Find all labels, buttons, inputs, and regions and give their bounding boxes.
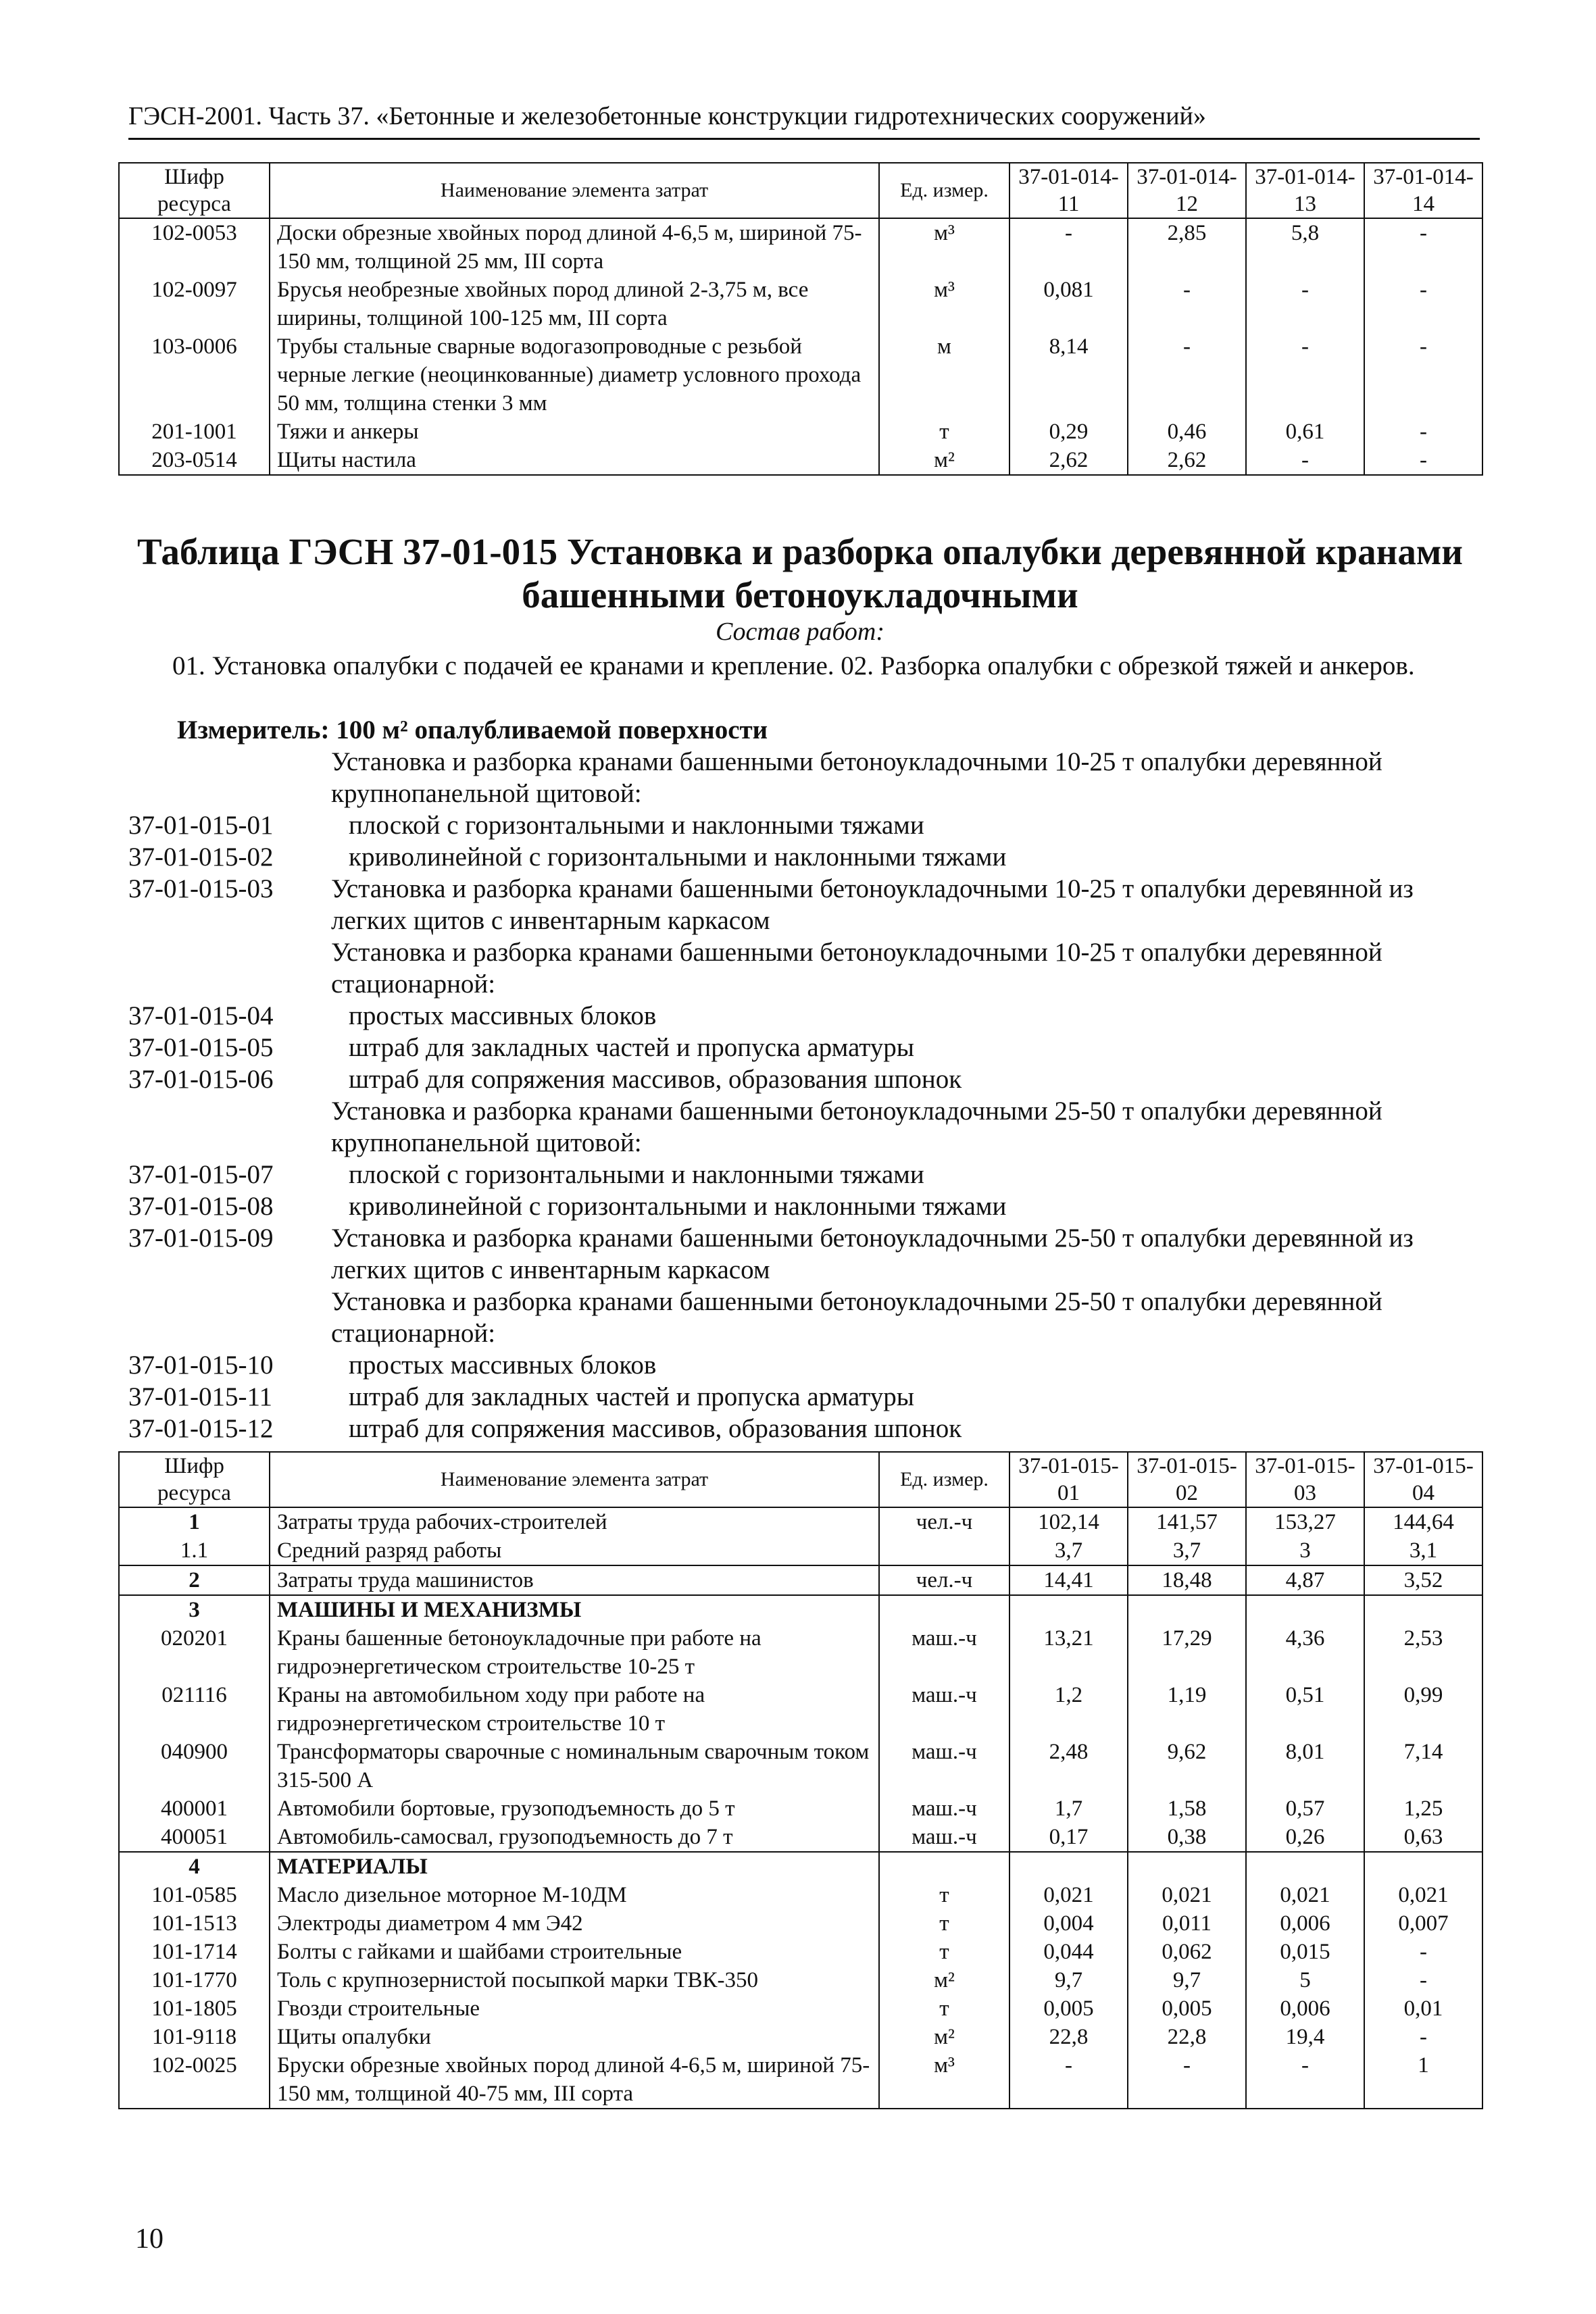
norm-value — [1246, 1852, 1364, 1881]
resource-code: 103-0006 — [119, 332, 270, 418]
norm-value: 1,25 — [1364, 1794, 1482, 1823]
resource-unit: маш.-ч — [879, 1794, 1009, 1823]
norm-value: 141,57 — [1128, 1507, 1246, 1536]
norm-code: 37-01-015-05 — [128, 1033, 274, 1062]
norm-value: - — [1364, 1938, 1482, 1966]
norm-value: 0,63 — [1364, 1823, 1482, 1852]
section-heading: МАШИНЫ И МЕХАНИЗМЫ — [270, 1595, 879, 1624]
resource-code: 040900 — [119, 1738, 270, 1794]
section-heading: МАТЕРИАЛЫ — [270, 1852, 879, 1881]
norm-description: Установка и разборка кранами башенными бетоноукладочными 25-50 т опалубки деревянной из легких щитов с инвентарным каркасом — [331, 1224, 1414, 1284]
col-header-norm: 37-01-014-11 — [1009, 163, 1128, 218]
norm-value: 1,7 — [1009, 1794, 1128, 1823]
resource-code: 102-0053 — [119, 218, 270, 276]
norm-value: - — [1364, 2023, 1482, 2051]
norm-value: 0,021 — [1246, 1881, 1364, 1909]
norm-code: 37-01-015-06 — [128, 1065, 274, 1094]
norm-value: 1,19 — [1128, 1681, 1246, 1738]
resource-unit — [879, 1595, 1009, 1624]
table-row — [119, 332, 1482, 418]
resource-name: Трубы стальные сварные водогазопроводные с резьбой черные легкие (неоцинкованные) диаметр условного прохода 50 мм, толщина стенки 3 мм — [270, 332, 879, 418]
norm-code-list — [128, 746, 1480, 1444]
col-header-code: Шифр ресурса — [119, 163, 270, 218]
resource-code: 203-0514 — [119, 446, 270, 475]
norm-value: 0,61 — [1246, 418, 1364, 446]
table-row — [119, 1738, 1482, 1794]
norm-value: 0,29 — [1009, 418, 1128, 446]
work-composition-text: 01. Установка опалубки с подачей ее кранами и крепление. 02. Разборка опалубки с обрезкой тяжей и анкеров. — [172, 651, 1415, 680]
norm-value: - — [1009, 2051, 1128, 2109]
norm-code: 37-01-015-03 — [128, 874, 274, 903]
col-header-norm: 37-01-015-01 — [1009, 1452, 1128, 1507]
resource-code: 1.1 — [119, 1536, 270, 1565]
norm-value: 0,062 — [1128, 1938, 1246, 1966]
norm-code: 37-01-015-08 — [128, 1192, 274, 1221]
resource-code: 101-0585 — [119, 1881, 270, 1909]
norm-value — [1128, 1852, 1246, 1881]
norm-value: 1 — [1364, 2051, 1482, 2109]
norm-value: - — [1128, 332, 1246, 418]
running-header: ГЭСН-2001. Часть 37. «Бетонные и железобетонные конструкции гидротехнических сооружений» — [128, 101, 1480, 140]
norm-value: 0,021 — [1364, 1881, 1482, 1909]
resource-name: Затраты труда рабочих-строителей — [270, 1507, 879, 1536]
resource-unit: т — [879, 1994, 1009, 2023]
norm-value: 4,36 — [1246, 1624, 1364, 1681]
norm-value: 0,38 — [1128, 1823, 1246, 1852]
norm-value: 17,29 — [1128, 1624, 1246, 1681]
norm-value: 0,011 — [1128, 1909, 1246, 1938]
list-item — [128, 841, 1480, 873]
norm-value: - — [1246, 332, 1364, 418]
table-row — [119, 218, 1482, 276]
norm-value: 0,021 — [1128, 1881, 1246, 1909]
table-row — [119, 2023, 1482, 2051]
resource-name: Средний разряд работы — [270, 1536, 879, 1565]
resource-code: 2 — [119, 1565, 270, 1595]
norm-value: 7,14 — [1364, 1738, 1482, 1794]
norm-description: Установка и разборка кранами башенными бетоноукладочными 10-25 т опалубки деревянной из легких щитов с инвентарным каркасом — [331, 874, 1414, 935]
resource-name: Масло дизельное моторное М-10ДМ — [270, 1881, 879, 1909]
table-row — [119, 1966, 1482, 1994]
table-row — [119, 1536, 1482, 1565]
norm-value: 0,26 — [1246, 1823, 1364, 1852]
norm-value: 0,021 — [1009, 1881, 1128, 1909]
section-row — [119, 1595, 1482, 1624]
col-header-norm: 37-01-014-13 — [1246, 163, 1364, 218]
norm-value: 9,7 — [1128, 1966, 1246, 1994]
table-row — [119, 1881, 1482, 1909]
col-header-norm: 37-01-015-04 — [1364, 1452, 1482, 1507]
norm-value: 18,48 — [1128, 1565, 1246, 1595]
resource-unit: м³ — [879, 218, 1009, 276]
norm-value: 0,004 — [1009, 1909, 1128, 1938]
section-code: 3 — [119, 1595, 270, 1624]
norm-value: 0,081 — [1009, 276, 1128, 332]
resource-name: Трансформаторы сварочные с номинальным сварочным током 315-500 А — [270, 1738, 879, 1794]
list-item — [128, 1159, 1480, 1190]
resource-unit: т — [879, 1909, 1009, 1938]
norm-value: 2,62 — [1009, 446, 1128, 475]
resource-unit: т — [879, 1881, 1009, 1909]
norm-value: - — [1009, 218, 1128, 276]
norm-value: 1,58 — [1128, 1794, 1246, 1823]
norm-value: 0,006 — [1246, 1994, 1364, 2023]
norm-value: 2,48 — [1009, 1738, 1128, 1794]
resource-name: Краны на автомобильном ходу при работе на гидроэнергетическом строительстве 10 т — [270, 1681, 879, 1738]
norm-description: плоской с горизонтальными и наклонными тяжами — [349, 1160, 924, 1189]
resource-code: 101-1513 — [119, 1909, 270, 1938]
list-item — [128, 873, 1480, 936]
resource-name: Толь с крупнозернистой посыпкой марки ТВК-350 — [270, 1966, 879, 1994]
resource-unit: чел.-ч — [879, 1565, 1009, 1595]
resource-name: Бруски обрезные хвойных пород длиной 4-6,5 м, шириной 75-150 мм, толщиной 40-75 мм, III сорта — [270, 2051, 879, 2109]
list-item — [128, 1413, 1480, 1444]
norm-code: 37-01-015-09 — [128, 1224, 274, 1253]
resource-code: 400001 — [119, 1794, 270, 1823]
table-row — [119, 1507, 1482, 1536]
table-row — [119, 1681, 1482, 1738]
norm-value — [1128, 1595, 1246, 1624]
norm-value: 1,2 — [1009, 1681, 1128, 1738]
list-item — [128, 1222, 1480, 1286]
norm-value: 5 — [1246, 1966, 1364, 1994]
norm-value: 0,044 — [1009, 1938, 1128, 1966]
norm-code: 37-01-015-12 — [128, 1414, 274, 1443]
resource-code: 101-9118 — [119, 2023, 270, 2051]
table-row — [119, 1909, 1482, 1938]
resource-code: 102-0097 — [119, 276, 270, 332]
table-row — [119, 1565, 1482, 1595]
norm-value: 0,51 — [1246, 1681, 1364, 1738]
norm-value: - — [1246, 446, 1364, 475]
table-header-row — [119, 163, 1482, 218]
norm-value: 2,53 — [1364, 1624, 1482, 1681]
norm-value: 153,27 — [1246, 1507, 1364, 1536]
norm-value: - — [1128, 2051, 1246, 2109]
resource-unit: м² — [879, 446, 1009, 475]
resource-name: Электроды диаметром 4 мм Э42 — [270, 1909, 879, 1938]
list-item — [128, 809, 1480, 841]
table-row — [119, 1938, 1482, 1966]
resource-name: Краны башенные бетоноукладочные при работе на гидроэнергетическом строительстве 10-25 т — [270, 1624, 879, 1681]
norm-value: 0,005 — [1128, 1994, 1246, 2023]
norm-code: 37-01-015-11 — [128, 1382, 273, 1411]
resource-code: 020201 — [119, 1624, 270, 1681]
norm-value: 22,8 — [1009, 2023, 1128, 2051]
list-item — [128, 1349, 1480, 1381]
norm-value: 0,46 — [1128, 418, 1246, 446]
norm-value — [1009, 1595, 1128, 1624]
norm-value: 8,01 — [1246, 1738, 1364, 1794]
resource-unit: маш.-ч — [879, 1681, 1009, 1738]
table-header-row — [119, 1452, 1482, 1507]
work-composition-title: Состав работ: — [715, 618, 885, 646]
list-item — [128, 1032, 1480, 1063]
col-header-norm: 37-01-015-02 — [1128, 1452, 1246, 1507]
section-code: 4 — [119, 1852, 270, 1881]
norm-code: 37-01-015-02 — [128, 842, 274, 872]
norm-value: 0,007 — [1364, 1909, 1482, 1938]
resource-unit — [879, 1536, 1009, 1565]
norm-value: 13,21 — [1009, 1624, 1128, 1681]
norm-value: 144,64 — [1364, 1507, 1482, 1536]
norm-description: простых массивных блоков — [349, 1351, 657, 1380]
norm-code: 37-01-015-04 — [128, 1001, 274, 1030]
norm-value: 2,62 — [1128, 446, 1246, 475]
norm-value: 3 — [1246, 1536, 1364, 1565]
resource-unit: м² — [879, 1966, 1009, 1994]
norm-description: криволинейной с горизонтальными и наклонными тяжами — [349, 1192, 1007, 1221]
norm-value: 9,7 — [1009, 1966, 1128, 1994]
code-group-heading: Установка и разборка кранами башенными бетоноукладочными 10-25 т опалубки деревянной стационарной: — [331, 938, 1382, 999]
norm-value: 22,8 — [1128, 2023, 1246, 2051]
col-header-norm: 37-01-015-03 — [1246, 1452, 1364, 1507]
norm-value: 3,1 — [1364, 1536, 1482, 1565]
norm-value: - — [1364, 332, 1482, 418]
resource-code: 400051 — [119, 1823, 270, 1852]
table-row — [119, 1994, 1482, 2023]
norm-code: 37-01-015-07 — [128, 1160, 274, 1189]
norm-value — [1009, 1852, 1128, 1881]
list-item — [128, 1063, 1480, 1095]
section-row — [119, 1852, 1482, 1881]
norm-value: 8,14 — [1009, 332, 1128, 418]
norm-description: простых массивных блоков — [349, 1001, 657, 1030]
meter-value: 100 м² опалубливаемой поверхности — [336, 715, 768, 745]
table-row — [119, 446, 1482, 475]
norm-description: штраб для сопряжения массивов, образования шпонок — [349, 1414, 962, 1443]
norm-value: 3,52 — [1364, 1565, 1482, 1595]
norm-value: 0,01 — [1364, 1994, 1482, 2023]
norm-value: - — [1364, 446, 1482, 475]
resource-table-015 — [118, 1451, 1483, 2109]
code-group-heading: Установка и разборка кранами башенными бетоноукладочными 25-50 т опалубки деревянной стационарной: — [331, 1287, 1382, 1348]
section-title: Таблица ГЭСН 37-01-015 Установка и разборка опалубки деревянной кранами башенными бетоноукладочными — [137, 531, 1463, 615]
norm-value — [1364, 1595, 1482, 1624]
norm-value: - — [1364, 276, 1482, 332]
resource-unit: маш.-ч — [879, 1624, 1009, 1681]
norm-value: - — [1128, 276, 1246, 332]
resource-code: 201-1001 — [119, 418, 270, 446]
col-header-unit: Ед. измер. — [879, 163, 1009, 218]
resource-unit: маш.-ч — [879, 1738, 1009, 1794]
col-header-code: Шифр ресурса — [119, 1452, 270, 1507]
code-group-heading: Установка и разборка кранами башенными бетоноукладочными 25-50 т опалубки деревянной крупнопанельной щитовой: — [331, 1097, 1382, 1157]
norm-value: - — [1246, 2051, 1364, 2109]
table-row — [119, 276, 1482, 332]
resource-code: 1 — [119, 1507, 270, 1536]
col-header-name: Наименование элемента затрат — [270, 163, 879, 218]
resource-code: 101-1805 — [119, 1994, 270, 2023]
norm-value: 3,7 — [1009, 1536, 1128, 1565]
resource-name: Автомобиль-самосвал, грузоподъемность до 7 т — [270, 1823, 879, 1852]
norm-value: 9,62 — [1128, 1738, 1246, 1794]
col-header-norm: 37-01-014-12 — [1128, 163, 1246, 218]
table-row — [119, 1624, 1482, 1681]
norm-value: - — [1364, 1966, 1482, 1994]
resource-code: 101-1770 — [119, 1966, 270, 1994]
resource-unit: м³ — [879, 2051, 1009, 2109]
norm-value — [1364, 1852, 1482, 1881]
col-header-name: Наименование элемента затрат — [270, 1452, 879, 1507]
list-item — [128, 1190, 1480, 1222]
norm-value: - — [1364, 418, 1482, 446]
table-row — [119, 418, 1482, 446]
resource-unit: чел.-ч — [879, 1507, 1009, 1536]
resource-unit: т — [879, 418, 1009, 446]
resource-name: Гвозди строительные — [270, 1994, 879, 2023]
resource-name: Доски обрезные хвойных пород длиной 4-6,5 м, шириной 75-150 мм, толщиной 25 мм, III сорта — [270, 218, 879, 276]
norm-value: 0,015 — [1246, 1938, 1364, 1966]
list-item — [128, 1381, 1480, 1413]
resource-name: Автомобили бортовые, грузоподъемность до 5 т — [270, 1794, 879, 1823]
norm-code: 37-01-015-01 — [128, 811, 274, 840]
list-item — [128, 1000, 1480, 1032]
norm-value: 0,17 — [1009, 1823, 1128, 1852]
norm-description: криволинейной с горизонтальными и наклонными тяжами — [349, 842, 1007, 872]
resource-name: Щиты опалубки — [270, 2023, 879, 2051]
norm-value: 5,8 — [1246, 218, 1364, 276]
col-header-unit: Ед. измер. — [879, 1452, 1009, 1507]
norm-description: плоской с горизонтальными и наклонными тяжами — [349, 811, 924, 840]
page-number: 10 — [135, 2223, 164, 2255]
meter-label: Измеритель: — [177, 715, 330, 745]
table-row — [119, 1823, 1482, 1852]
norm-value: 4,87 — [1246, 1565, 1364, 1595]
norm-value: 2,85 — [1128, 218, 1246, 276]
resource-unit — [879, 1852, 1009, 1881]
resource-name: Затраты труда машинистов — [270, 1565, 879, 1595]
norm-description: штраб для сопряжения массивов, образования шпонок — [349, 1065, 962, 1094]
resource-unit: м³ — [879, 276, 1009, 332]
resource-unit: м — [879, 332, 1009, 418]
resource-code: 102-0025 — [119, 2051, 270, 2109]
norm-code: 37-01-015-10 — [128, 1351, 274, 1380]
resource-table-014 — [118, 162, 1483, 476]
norm-value: 0,005 — [1009, 1994, 1128, 2023]
norm-value: 0,57 — [1246, 1794, 1364, 1823]
resource-unit: т — [879, 1938, 1009, 1966]
resource-name: Щиты настила — [270, 446, 879, 475]
resource-unit: м² — [879, 2023, 1009, 2051]
resource-code: 101-1714 — [119, 1938, 270, 1966]
resource-name: Болты с гайками и шайбами строительные — [270, 1938, 879, 1966]
norm-value: 3,7 — [1128, 1536, 1246, 1565]
table-row — [119, 1794, 1482, 1823]
norm-value: - — [1364, 218, 1482, 276]
norm-value: 14,41 — [1009, 1565, 1128, 1595]
code-group-heading: Установка и разборка кранами башенными бетоноукладочными 10-25 т опалубки деревянной крупнопанельной щитовой: — [331, 747, 1382, 808]
meter-line — [177, 715, 768, 745]
resource-code: 021116 — [119, 1681, 270, 1738]
norm-value: - — [1246, 276, 1364, 332]
norm-description: штраб для закладных частей и пропуска арматуры — [349, 1033, 915, 1062]
norm-value: 0,99 — [1364, 1681, 1482, 1738]
table-row — [119, 2051, 1482, 2109]
norm-value: 0,006 — [1246, 1909, 1364, 1938]
norm-value — [1246, 1595, 1364, 1624]
col-header-norm: 37-01-014-14 — [1364, 163, 1482, 218]
norm-description: штраб для закладных частей и пропуска арматуры — [349, 1382, 915, 1411]
resource-name: Тяжи и анкеры — [270, 418, 879, 446]
norm-value: 19,4 — [1246, 2023, 1364, 2051]
resource-unit: маш.-ч — [879, 1823, 1009, 1852]
resource-name: Брусья необрезные хвойных пород длиной 2-3,75 м, все ширины, толщиной 100-125 мм, III сорта — [270, 276, 879, 332]
norm-value: 102,14 — [1009, 1507, 1128, 1536]
